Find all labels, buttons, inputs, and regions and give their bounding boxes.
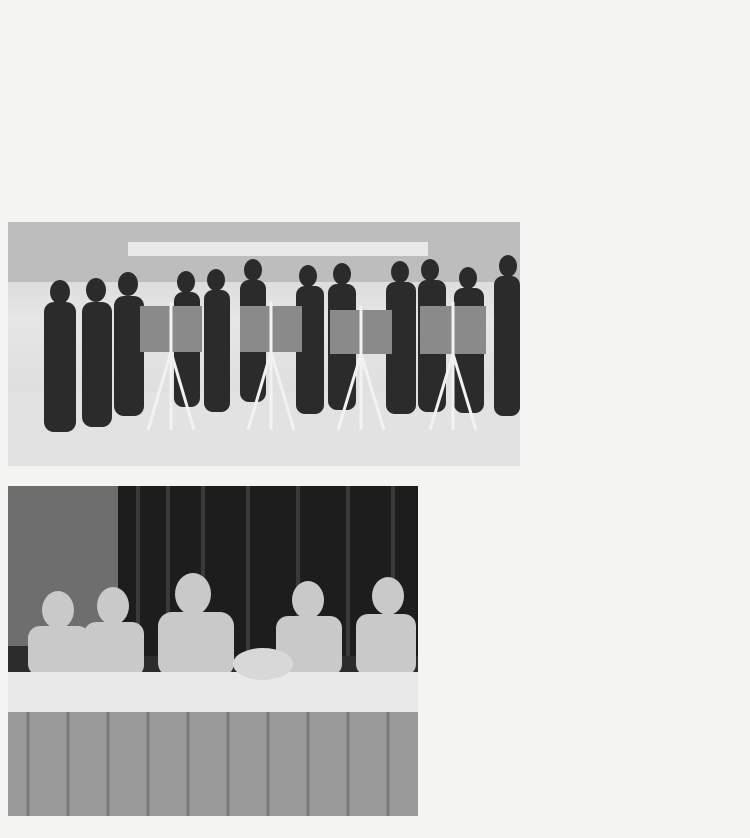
- group-photo: [8, 222, 520, 466]
- group-photo-drawing: [8, 222, 520, 466]
- panel-photo-drawing: [8, 486, 418, 816]
- panel-photo: [8, 486, 418, 816]
